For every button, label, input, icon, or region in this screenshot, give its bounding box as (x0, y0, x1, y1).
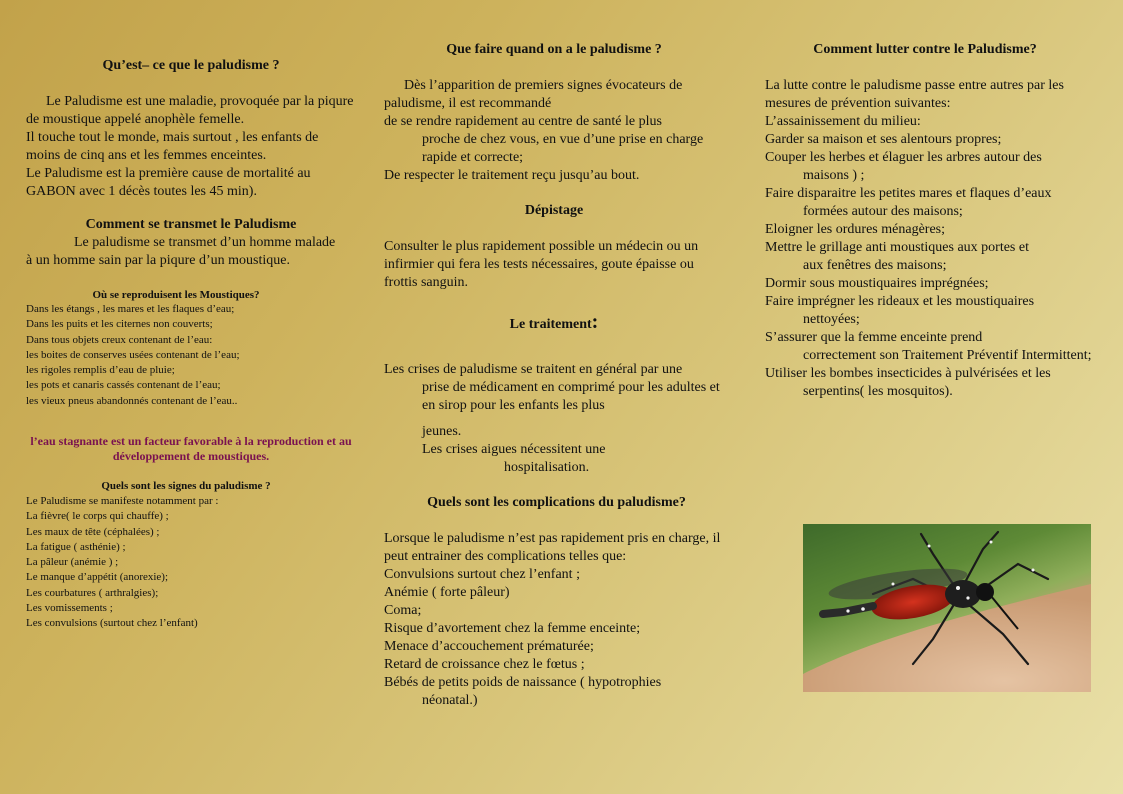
list-item: Dans les puits et les citernes non couverts; (26, 318, 213, 331)
list-item: les rigoles remplis d’eau de pluie; (26, 364, 175, 377)
intro-line-2: Il touche tout le monde, mais surtout , les enfants de moins de cinq ans et les femmes enceintes. (26, 130, 319, 163)
list-item: Dans tous objets creux contenant de l’eau: (26, 333, 213, 346)
list-item: Menace d’accouchement prématurée; (384, 639, 594, 654)
list-item-cont: formées autour des maisons; (803, 204, 963, 219)
list-item: L’assainissement du milieu: (765, 114, 921, 129)
heading-what-to-do: Que faire quand on a le paludisme ? (446, 42, 662, 57)
line: de se rendre rapidement au centre de santé le plus (384, 114, 662, 129)
screening-paragraph: Consulter le plus rapidement possible un médecin ou un infirmier qui fera les tests nécessaires, goute épaisse ou frottis sanguin. (384, 239, 699, 290)
line: Les crises de paludisme se traitent en général par une (384, 362, 683, 377)
list-item: les vieux pneus abandonnés contenant de l’eau.. (26, 394, 238, 407)
line: hospitalisation. (504, 460, 590, 475)
heading-screening: Dépistage (524, 203, 584, 218)
intro-line-1: Le Paludisme est une maladie, provoquée par la piqure de moustique appelé anophèle femelle. (26, 94, 354, 127)
complications-intro: Lorsque le paludisme n’est pas rapidement pris en charge, il peut entrainer des complications telles que: (384, 531, 721, 564)
intro-line-3: Le Paludisme est la première cause de mortalité au GABON avec 1 décès toutes les 45 min). (26, 166, 311, 199)
breeding-list (26, 302, 356, 409)
list-item: Les courbatures ( arthralgies); (26, 586, 159, 599)
list-item: S’assurer que la femme enceinte prend (765, 330, 983, 345)
line: De respecter le traitement reçu jusqu’au bout. (384, 168, 640, 183)
list-item: les boites de conserves usées contenant de l’eau; (26, 348, 240, 361)
list-item-cont: maisons ) ; (803, 168, 865, 183)
list-item: Risque d’avortement chez la femme enceinte; (384, 621, 641, 636)
heading-treatment-text: Le traitement (509, 317, 592, 332)
list-item: Les maux de tête (céphalées) ; (26, 525, 160, 538)
list-item: Dans les étangs , les mares et les flaques d’eau; (26, 303, 235, 315)
mosquito-icon (803, 524, 1091, 692)
list-item: Utiliser les bombes insecticides à pulvérisées et les (765, 366, 1051, 381)
prevention-intro: La lutte contre le paludisme passe entre autres par les mesures de prévention suivantes: (765, 78, 1064, 111)
list-item: Dormir sous moustiquaires imprégnées; (765, 276, 989, 291)
heading-what-is-malaria: Qu’est– ce que le paludisme ? (102, 58, 280, 73)
heading-prevention: Comment lutter contre le Paludisme? (813, 42, 1037, 57)
list-item: les pots et canaris cassés contenant de l’eau; (26, 379, 221, 392)
list-item: La fatigue ( asthénie) ; (26, 540, 126, 553)
list-item: Eloigner les ordures ménagères; (765, 222, 945, 237)
line: proche de chez vous, en vue d’une prise en charge rapide et correcte; (422, 132, 704, 165)
list-item: Retard de croissance chez le fœtus ; (384, 657, 585, 672)
symptoms-list (26, 494, 356, 632)
treatment-paragraph (384, 361, 729, 477)
list-item-cont: nettoyées; (803, 312, 860, 327)
list-item: Mettre le grillage anti moustiques aux portes et (765, 240, 1029, 255)
list-item: Faire imprégner les rideaux et les moustiquaires (765, 294, 1035, 309)
line: Les crises aigues nécessitent une (422, 442, 606, 457)
list-item-cont: correctement son Traitement Préventif Intermittent; (803, 348, 1092, 363)
what-to-do-paragraph (384, 77, 729, 185)
heading-transmission: Comment se transmet le Paludisme (85, 217, 297, 232)
line: jeunes. (422, 424, 462, 439)
heading-symptoms: Quels sont les signes du paludisme ? (101, 480, 271, 492)
stagnant-water-warning: l’eau stagnante est un facteur favorable à la reproduction et au développement de moustiques. (30, 434, 352, 463)
list-item: néonatal.) (422, 693, 478, 708)
list-item: La pâleur (anémie ) ; (26, 556, 119, 569)
list-item: Anémie ( forte pâleur) (384, 585, 510, 600)
heading-treatment (384, 313, 724, 334)
prevention-list (765, 113, 1100, 401)
heading-breeding: Où se reproduisent les Moustiques? (92, 289, 260, 301)
heading-complications: Quels sont les complications du paludisme? (427, 495, 686, 510)
mosquito-photo (803, 524, 1091, 692)
complications-list (384, 566, 729, 710)
intro-paragraph (26, 93, 356, 201)
list-item: Faire disparaitre les petites mares et flaques d’eaux (765, 186, 1052, 201)
list-item: Convulsions surtout chez l’enfant ; (384, 567, 580, 582)
line: prise de médicament en comprimé pour les adultes et en sirop pour les enfants les plus (422, 380, 720, 413)
transmission-paragraph: Le paludisme se transmet d’un homme malade à un homme sain par la piqure d’un moustique. (26, 235, 336, 268)
line: Dès l’apparition de premiers signes évocateurs de paludisme, il est recommandé (384, 78, 683, 111)
list-item: Les vomissements ; (26, 602, 113, 615)
list-item: Bébés de petits poids de naissance ( hypotrophies (384, 675, 662, 690)
list-item: Couper les herbes et élaguer les arbres autour des (765, 150, 1042, 165)
list-item: Le manque d’appétit (anorexie); (26, 571, 169, 584)
list-item-cont: serpentins( les mosquitos). (803, 384, 953, 399)
list-item: Le Paludisme se manifeste notamment par : (26, 495, 219, 507)
list-item: La fièvre( le corps qui chauffe) ; (26, 510, 169, 523)
list-item: Coma; (384, 603, 422, 618)
list-item: Les convulsions (surtout chez l’enfant) (26, 617, 198, 630)
heading-treatment-colon: : (591, 311, 599, 333)
list-item-cont: aux fenêtres des maisons; (803, 258, 947, 273)
list-item: Garder sa maison et ses alentours propres; (765, 132, 1002, 147)
